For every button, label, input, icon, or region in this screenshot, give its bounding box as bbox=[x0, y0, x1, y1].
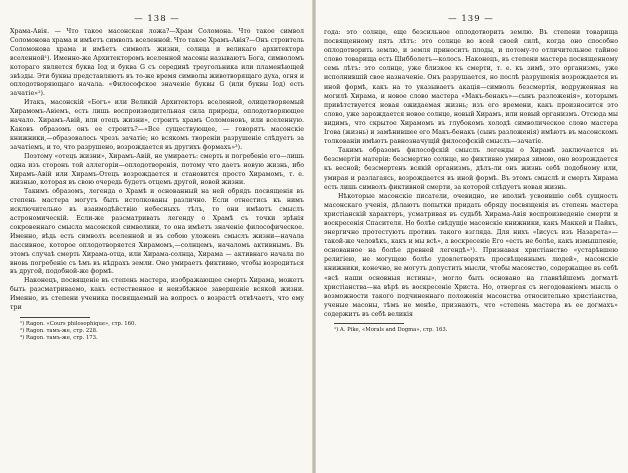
left-page bbox=[0, 0, 312, 473]
footnote: ¹) Ragon. «Cours philosophique», стр. 160. bbox=[20, 321, 137, 327]
right-page bbox=[316, 0, 628, 473]
footnote: ¹) A. Pike, «Morals and Dogma», стр. 163. bbox=[334, 327, 448, 333]
paragraph: Такимъ образомъ философскій смыслъ легенды о Хирамѣ заключается въ безсмертіи матеріи: безсмертно солнце, но фиктивно умирая зимою, оно возрождается къ весной; безсмертенъ всякій организмъ, дѣлъ-ли онъ жизнь себѣ подобному или, умирая и разлагаясь, возрождается въ иной формѣ. Въ этомъ смыслѣ и смерть Хирама есть лишь символъ фиктивной смерти, за которой слѣдуетъ новая жизнь. bbox=[324, 147, 618, 191]
paragraph: Наконецъ, посвященіе въ степень мастера, изображающее смерть Хирама, можетъ быть разсматриваемо, какъ естественное и неизбѣжное завершеніе всякой жизни. Именно, въ степени ученика посвящаемый на вопросъ о возрастѣ отвѣчаетъ, что ему три bbox=[10, 277, 304, 312]
footnote-divider bbox=[20, 317, 90, 318]
paragraph: Храма-Авія. — Что такое масонская ложа?—Храм Соломона. Что такое символ Соломонова храма и имѣетъ символъ вселенной. Что такое Храмъ-Авія?—Онъ строитель Соломонова храма и имѣетъ символъ жизни, солнца и великаго архитектора вселенной¹). Именно-же Архитекторомъ вселенной масоны называютъ Бога, символомъ котораго является буква Іод и буква G съ серединѣ треугольника или пламенѣющей звѣзды. Эти буквы представляютъ въ то-же время символы животворящаго духа, огня и оплодотворяющаго начала. «Философское значеніе буквы G (или буквы Іод) есть зачатіе»²). bbox=[10, 28, 304, 98]
paragraph: года: это солнце, еще безсильное оплодотворить землю. Въ степени товарища посвященному пять лѣтъ: это солнце во всей своей силѣ, когда оно способно оплодотворить землю, и земля приноситъ плоды, и потому-то отличительное тайное слово товарища есть Шибболетъ—колосъ. Наконецъ, въ степени мастера посвященному семь лѣтъ: это солнце, уже близкое къ смерти, т. е. къ зимѣ, это организмъ, уже исполнившій свое назначеніе. Онъ разрушается, но послѣ разрушенія возрождается въ иной формѣ, какъ на то указываетъ акація—символъ безсмертія, водруженная на могилѣ Хирама, и новое слово мастера «Макъ-бенакъ»—сынъ разложенія», которымъ привѣтствуется новая ожидаемая жизнь; изъ его времени, какъ произносится это слово, уже зарождается новое солнце, новый Хирамъ, или новый организмъ. Отсюда мы видимъ, что скрытое Хирамомъ въ глубокомъ холодѣ символическое слово мастера Ігова (жизнь) и замѣнившее его Макъ-бенакъ (сынъ разложенія) имѣютъ въ масонскомъ толкованіи имѣютъ равнозначущій философскій смыслъ—зачатіе. bbox=[324, 29, 618, 146]
paragraph: Итакъ, масонскій «Богъ» или Великій Архитекторъ вселенной, олицетворяемый Хирамомъ-Авіемъ, есть лишь воспроизводительная сила природы, оплодотворяющее начало. Хирамъ-Авій, или отецъ жизни», строитъ храмъ Соломоновъ, или вселенную. Каковъ образомъ онъ ее строитъ?—«Все существующее, — говорятъ масонскіе книжники,—образовалось чрезъ зачатіе; но всякомъ твореніи разрушеніе слѣдуетъ за зачатіемъ, и то, что разрушено, возрождается въ другихъ формахъ»³). bbox=[10, 99, 304, 151]
footnote-divider bbox=[334, 323, 404, 324]
footnote: ²) Ragon. тамъ-же, стр. 228. bbox=[20, 328, 98, 334]
paragraph: Поэтому «отецъ жизни», Хирамъ-Авій, не умираетъ: смерть и погребеніе его—лишь одна изъ сторонъ той аллегоріи—оплодотворенія, потому что даетъ новую жизнь, ибо Хирамъ-Авій или Хирамъ-Отецъ возрождается и становится просто Хирамомъ, т. е. жизнью, которая въ свою очередь будетъ отцемъ другой, новой жизни. bbox=[10, 152, 304, 187]
paragraph: Нѣкоторые масонскіе писатели, очевидно, не вполнѣ усвоившіе себѣ сущность масонскаго ученія, дѣлаютъ попытки придать обряду посвященія въ степень мастера христіанскій характеръ, усматривая въ судьбѣ Хирама-Авія воспроизведеніе смерти и воскресенія Спасителя. Но болѣе свѣдущіе масонскіе книжники, какъ Маккей и Пайкъ, энергично протестуютъ противъ такого взгляда. Для нихъ «Іисусъ изъ Назарета»—такой-же человѣкъ, какъ и мы всѣ», а воскресеніе Его «есть не болѣе, какъ измышленіе, основанное на болѣе древней легендѣ»¹). Признавая христіанство «устарѣвшею религіею, не могущею болѣе удовлетворять просвѣщеннымъ людей», масонскіе книжники, конечно, не могутъ допустить мысли, чтобы масонство, содержащее въ себѣ «всѣ наши основныя истины», могло быть основано на главнѣйшемъ догматѣ христіанства—на вѣрѣ въ воскресеніе Христа. Но, отвергая съ негодованіемъ мысль о возможности такого подчиненнаго положенія масонства относительно христіанства, ученые масоны, тѣмъ не менѣе, признаютъ, что «степень мастера въ ее догмахъ» содержитъ въ себѣ великія bbox=[324, 192, 618, 318]
paragraph: Такимъ образомъ, легенда о Храмѣ и основанный на ней обрядъ посвященія въ степень мастера могутъ быть истолкованы различно. Если отнестись къ нимъ исключительно въ взаимодѣйствію небесныхъ тѣлъ, то они имѣютъ смыслъ астрономическій. Если-же разсматривать легенду о Храмѣ съ точки зрѣнія сокровеннаго смысла масонской символики, то она имѣетъ значеніе философическое. Именно, вѣдь есть символъ вселенной и въ собою уложенъ смыслъ жизни—начала пассивное, которое оплодотворяется Хирамомъ,—солнцемъ, началомъ активнымъ. Въ этомъ случаѣ смерть Хирама-отца, или Хирама-солнца, Хирама — активнаго начала по вновь погребеніе съ ѣмъ въ нѣдрахъ земли. Оно умираетъ фиктивно, чтобы возродиться въ другой, подобной-же формѣ. bbox=[10, 188, 304, 276]
page-number: — 139 — bbox=[448, 14, 494, 24]
page-number: — 138 — bbox=[134, 14, 180, 24]
footnote: ³) Ragon. тамъ-же, стр. 173. bbox=[20, 335, 98, 341]
page-text bbox=[324, 28, 618, 319]
page-text bbox=[10, 28, 304, 313]
